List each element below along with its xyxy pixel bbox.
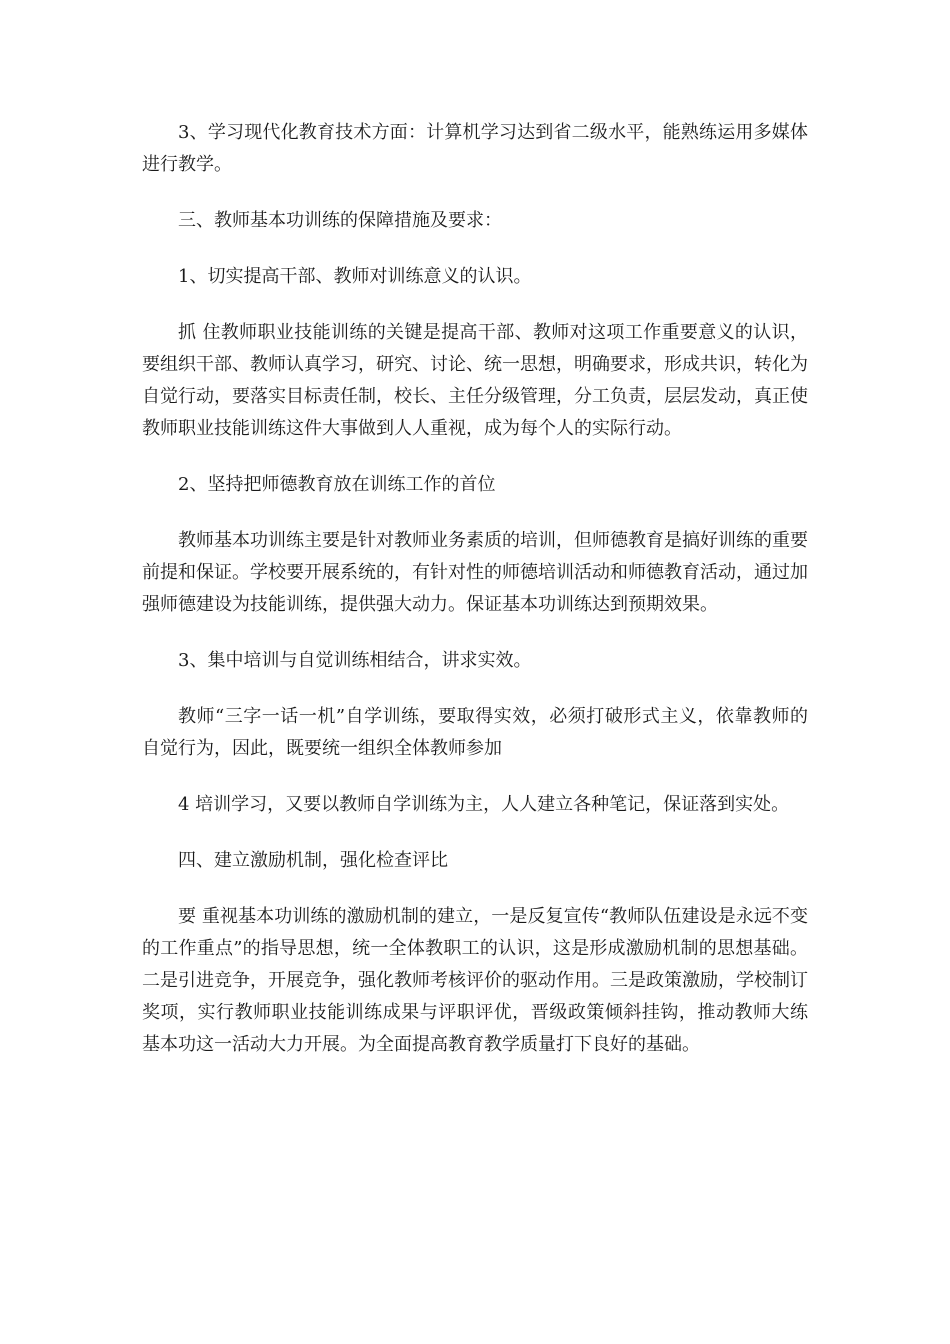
section-heading-guarantee-measures: 三、教师基本功训练的保障措施及要求： bbox=[178, 210, 502, 231]
subheading-raise-awareness: 1、切实提高干部、教师对训练意义的认识。 bbox=[178, 266, 532, 287]
paragraph-training-continued: 4 培训学习，又要以教师自学训练为主，人人建立各种笔记，保证落到实处。 bbox=[178, 794, 790, 815]
paragraph-incentive: 要 重视基本功训练的激励机制的建立，一是反复宣传“教师队伍建设是永远不变的工作重点”的指导思想，统一全体教职工的认识，这是形成激励机制的思想基础。二是引进竞争，开展竞争，强化教师考核评价的驱动作用。三是政策激励，学校制订奖项，实行教师职业技能训练成果与评职评优，晋级政策倾斜挂钩，推动教师大练 基本功这一活动大力开展。为全面提高教育教学质量打下良好的基础。 bbox=[142, 906, 808, 1055]
section-heading-incentive: 四、建立激励机制，强化检查评比 bbox=[178, 850, 448, 871]
paragraph-ethics-first: 教师基本功训练主要是针对教师业务素质的培训，但师德教育是搞好训练的重要前提和保证。学校要开展系统的，有针对性的师德培训活动和师德教育活动，通过加强师德建设为技能训练，提供强大动力。保证基本功训练达到预期效果。 bbox=[142, 530, 808, 615]
paragraph-combined-training: 教师“三字一话一机”自学训练，要取得实效，必须打破形式主义，依靠教师的自觉行为，因此，既要统一组织全体教师参加 bbox=[142, 706, 808, 759]
document-body bbox=[142, 117, 808, 1085]
subheading-ethics-first: 2、坚持把师德教育放在训练工作的首位 bbox=[178, 474, 496, 495]
paragraph-raise-awareness: 抓 住教师职业技能训练的关键是提高干部、教师对这项工作重要意义的认识，要组织干部、教师认真学习，研究、讨论、统一思想，明确要求，形成共识，转化为自觉行动，要落实目标责任制，校长、主任分级管理，分工负责，层层发动，真正使教师职业技能训练这件大事做到人人重视，成为每个人的实际行动。 bbox=[142, 322, 808, 439]
paragraph-tech-skills: 3、学习现代化教育技术方面：计算机学习达到省二级水平，能熟练运用多媒体进行教学。 bbox=[142, 122, 808, 175]
subheading-combined-training: 3、集中培训与自觉训练相结合，讲求实效。 bbox=[178, 650, 532, 671]
